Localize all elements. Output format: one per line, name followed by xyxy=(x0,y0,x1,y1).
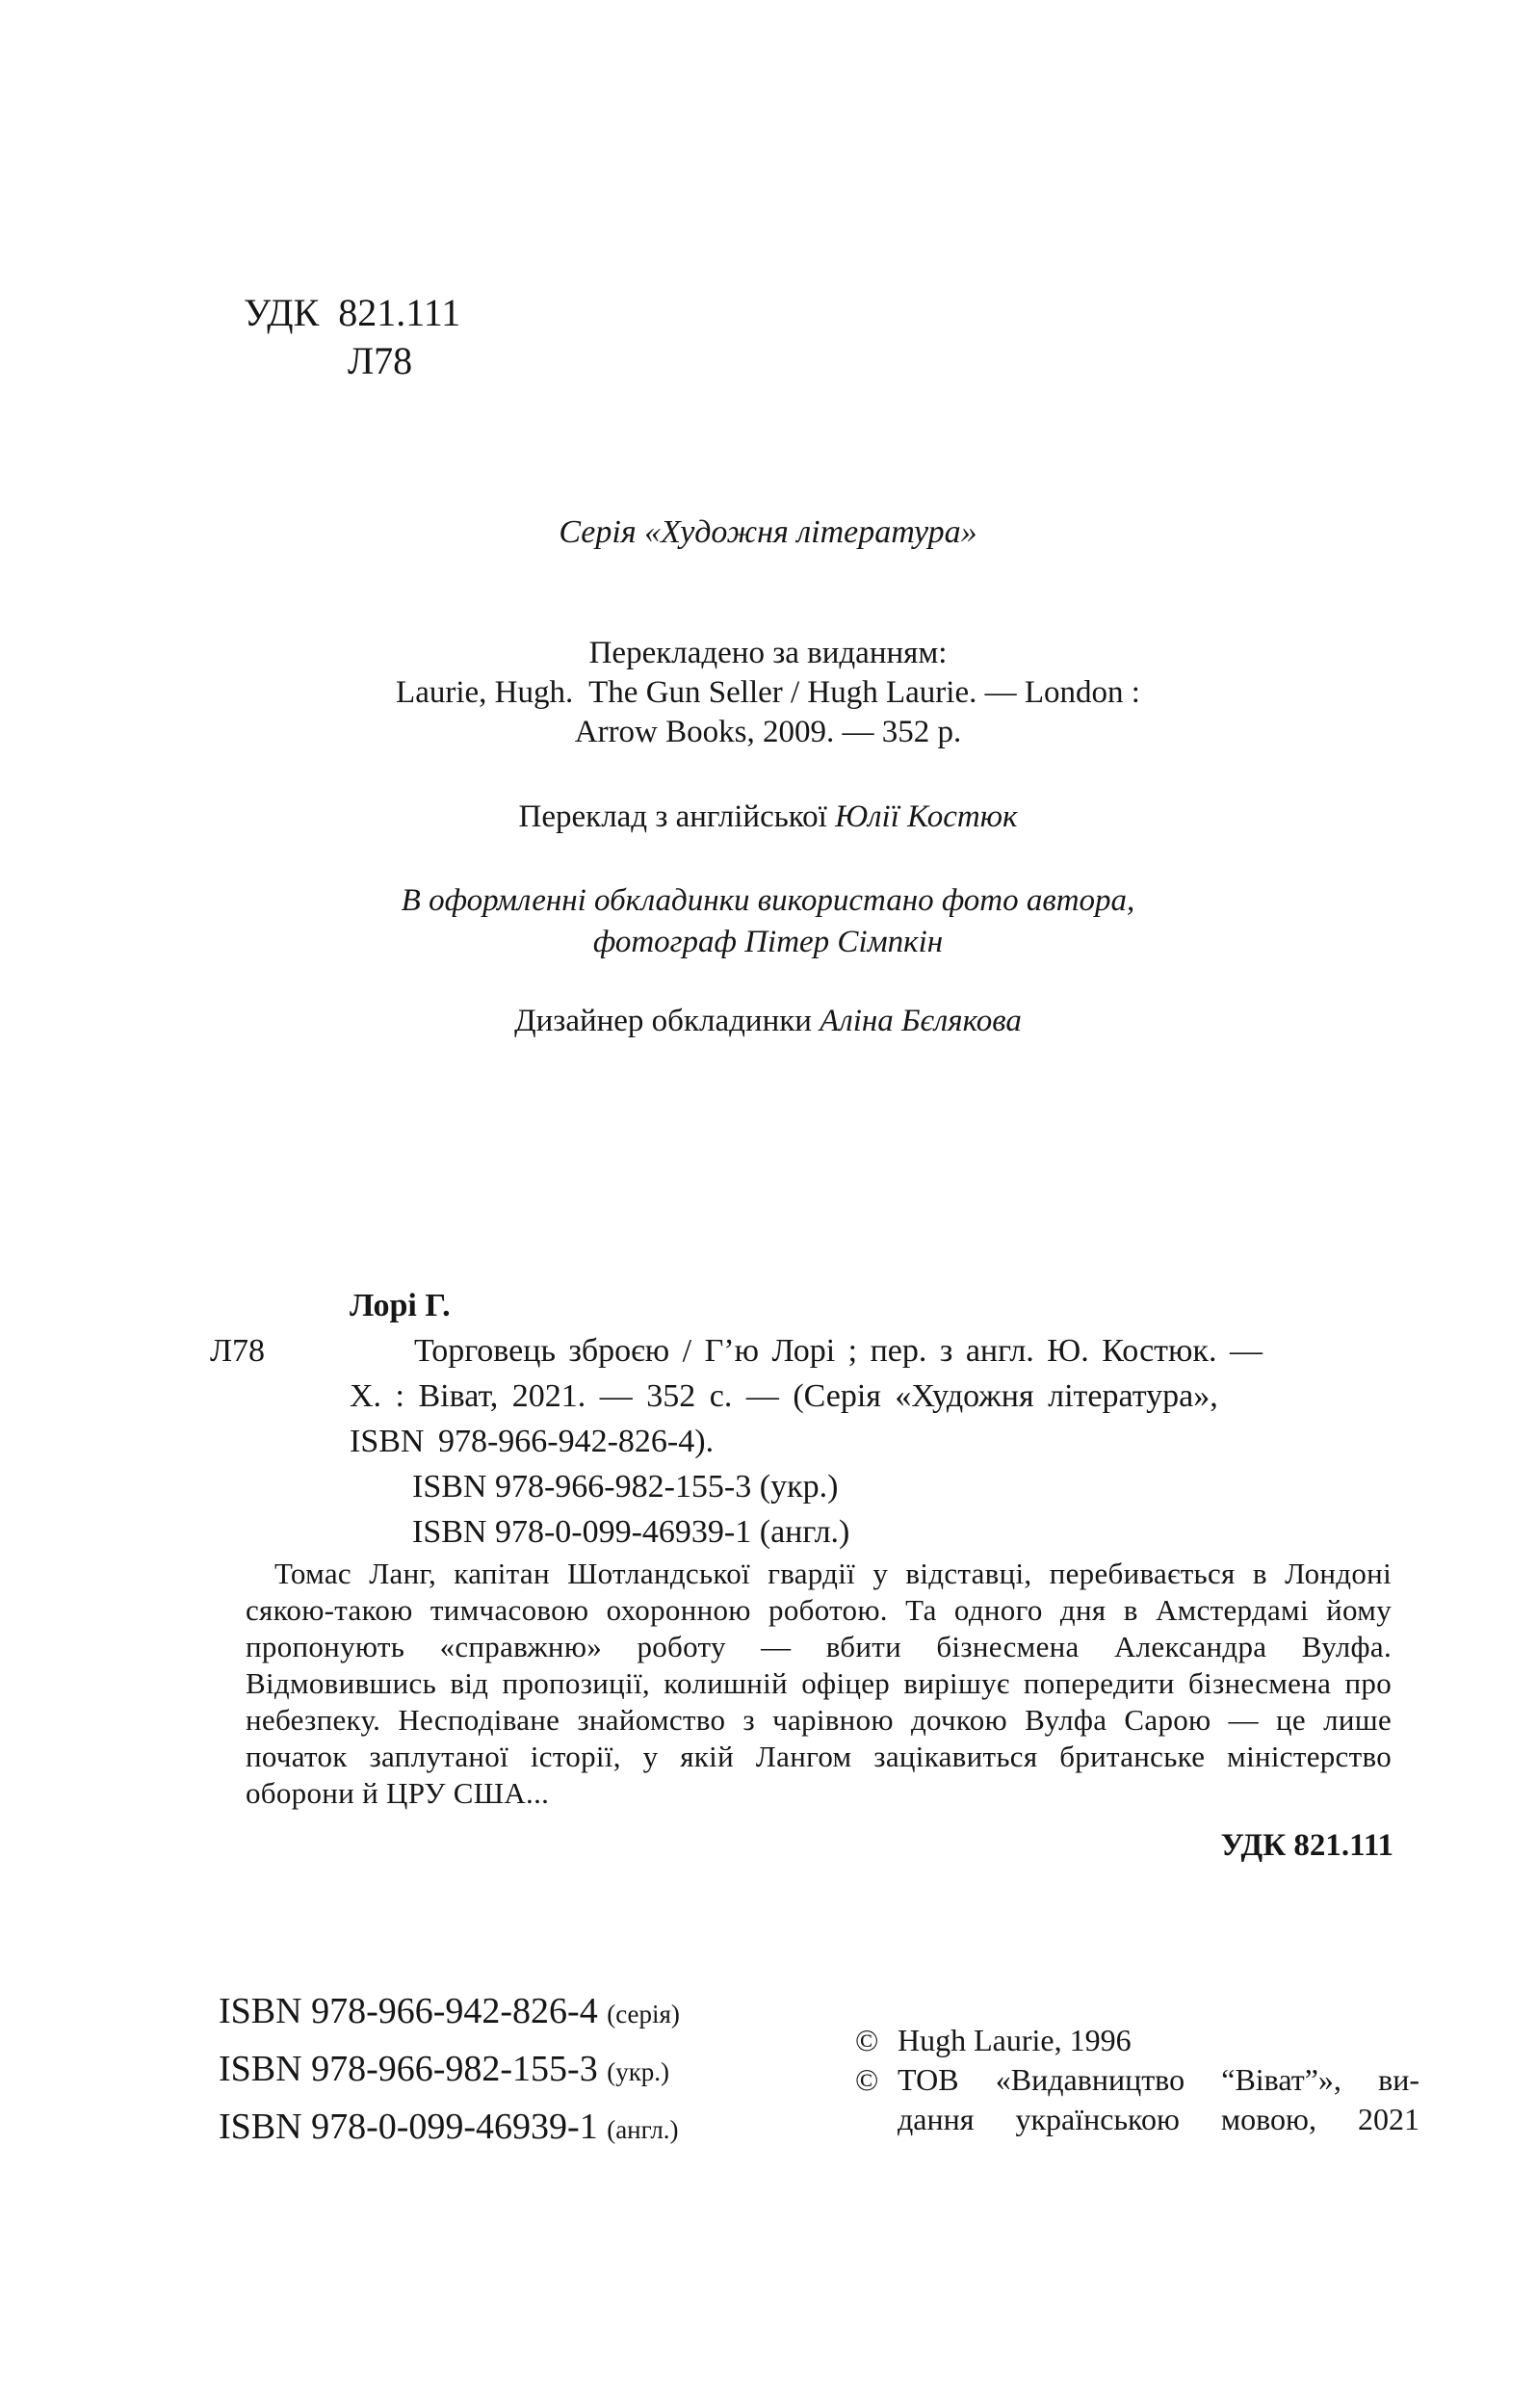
copyright-symbol: © xyxy=(855,2023,879,2057)
isbn-qualifier-ukr: (укр.) xyxy=(607,2057,670,2086)
catalog-card-title-line: Торговець зброєю / Г’ю Лорі ; пер. з англ. Ю. Костюк. — xyxy=(414,1333,1263,1369)
translator-credit xyxy=(0,799,1536,835)
series-title: Серія «Художня література» xyxy=(559,514,977,550)
cover-photo-note xyxy=(0,880,1536,963)
designer-name: Аліна Бєлякова xyxy=(820,1004,1022,1038)
catalog-card-series-isbn: ISBN 978-966-942-826-4). xyxy=(350,1424,715,1459)
udc-number-bottom: УДК 821.111 xyxy=(1220,1828,1393,1863)
copyright-publisher-line xyxy=(855,2060,1419,2100)
copyright-author-text: Hugh Laurie, 1996 xyxy=(898,2023,1132,2057)
cover-photo-note-line2: фотограф Пітер Сімпкін xyxy=(592,925,944,959)
catalog-card-author: Лорі Г. xyxy=(350,1288,451,1323)
catalog-card xyxy=(210,1283,1396,1555)
udc-number-top: УДК 821.111 xyxy=(244,291,461,334)
isbn-qualifier-series: (серія) xyxy=(607,2000,680,2028)
isbn-qualifier-eng: (англ.) xyxy=(607,2115,679,2144)
catalog-card-main-line xyxy=(210,1328,1396,1374)
catalog-card-imprint-line: Х. : Віват, 2021. — 352 с. — (Серія «Художня література», xyxy=(350,1378,1218,1414)
isbn-row-series xyxy=(219,1986,680,2044)
author-index-code: Л78 xyxy=(348,339,413,382)
catalog-card-isbn-ukr: ISBN 978-966-982-155-3 (укр.) xyxy=(412,1469,839,1505)
isbn-number-series: ISBN 978-966-942-826-4 xyxy=(219,1991,608,2031)
catalog-card-isbn-eng: ISBN 978-0-099-46939-1 (англ.) xyxy=(412,1514,850,1550)
designer-credit xyxy=(0,1004,1536,1039)
designer-credit-prefix: Дизайнер обкладинки xyxy=(514,1004,820,1038)
copyright-publisher-text: ТОВ «Видавництво “Віват”», ви- xyxy=(898,2062,1419,2097)
isbn-number-ukr: ISBN 978-966-982-155-3 xyxy=(219,2049,608,2089)
isbn-row-ukr xyxy=(219,2044,680,2102)
source-edition-citation-line1: Laurie, Hugh. The Gun Seller / Hugh Laurie. — London : xyxy=(396,675,1140,710)
cover-photo-note-line1: В оформленні обкладинки використано фото автора, xyxy=(401,883,1135,918)
copyright-author-line xyxy=(855,2021,1419,2060)
copyright-block xyxy=(855,2021,1419,2139)
udc-classification-block xyxy=(244,289,460,385)
source-edition-block xyxy=(0,634,1536,752)
isbn-list xyxy=(219,1986,680,2159)
copyright-publisher-continuation: дання українською мовою, 2021 xyxy=(898,2102,1419,2136)
isbn-row-eng xyxy=(219,2102,680,2159)
translator-credit-prefix: Переклад з англійської xyxy=(518,799,836,834)
book-annotation: Томас Ланг, капітан Шотландської гвардії у відставці, перебивається в Лондоні сякою-такою тимчасовою охоронною роботою. Та одного дня в Амстердамі йому пропонують «справжню» роботу — вбити бізнесмена Александра Вулфа. Відмовившись від пропозиції, колишній офіцер вирішує попередити бізнесмена про небезпеку. Несподіване знайомство з чарівною дочкою Вулфа Сарою — це лише початок заплутаної історії, у якій Лангом зацікавиться британське міністерство оборони й ЦРУ США... xyxy=(246,1557,1392,1810)
isbn-number-eng: ISBN 978-0-099-46939-1 xyxy=(219,2107,608,2147)
source-edition-heading: Перекладено за виданням: xyxy=(588,636,948,670)
catalog-card-index: Л78 xyxy=(210,1333,266,1369)
source-edition-citation-line2: Arrow Books, 2009. — 352 p. xyxy=(574,715,962,749)
copyright-symbol: © xyxy=(855,2062,879,2097)
translator-name: Юлії Костюк xyxy=(835,799,1018,834)
